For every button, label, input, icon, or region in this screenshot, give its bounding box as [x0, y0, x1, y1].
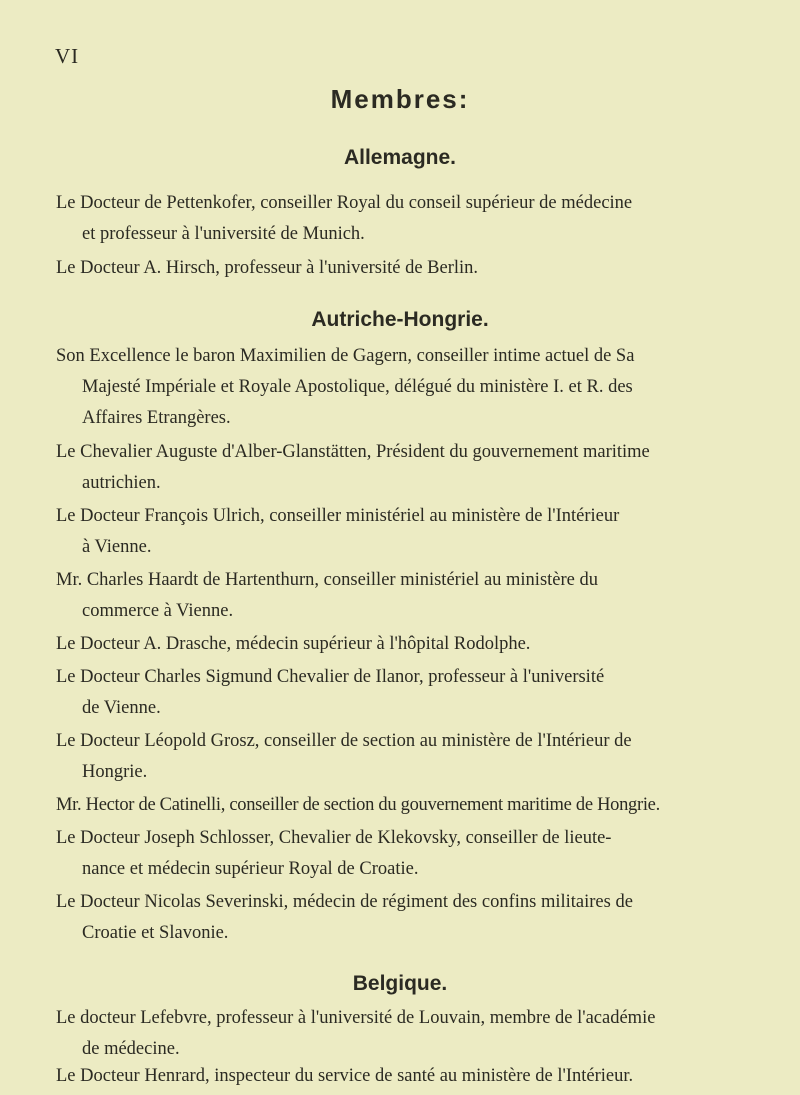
entry-line: Le Chevalier Auguste d'Alber-Glanstätten, Président du gouvernement maritime [56, 442, 650, 462]
entry-line: Le Docteur Nicolas Severinski, médecin de régiment des confins militaires de [56, 892, 633, 912]
entry-line: Le Docteur A. Hirsch, professeur à l'université de Berlin. [56, 258, 479, 278]
entry-line: Son Excellence le baron Maximilien de Gagern, conseiller intime actuel de Sa [56, 346, 635, 366]
section-heading-belgique: Belgique. [352, 972, 448, 995]
member-entry [56, 565, 756, 627]
member-entry [56, 1003, 756, 1065]
member-entry [56, 726, 756, 788]
entry-line: de Vienne. [82, 698, 161, 718]
member-entry [56, 1061, 756, 1092]
member-entry [56, 790, 756, 821]
member-entry [56, 341, 756, 434]
section-heading-autriche-hongrie: Autriche-Hongrie. [311, 308, 489, 331]
entry-line: Croatie et Slavonie. [82, 923, 229, 943]
entry-line: Le Docteur Léopold Grosz, conseiller de section au ministère de l'Intérieur de [56, 731, 632, 751]
entry-line: de médecine. [82, 1039, 180, 1059]
entry-line: Le Docteur de Pettenkofer, conseiller Royal du conseil supérieur de médecine [56, 193, 633, 213]
entry-line: Le Docteur François Ulrich, conseiller ministériel au ministère de l'Intérieur [56, 506, 620, 526]
entry-line: Mr. Hector de Catinelli, conseiller de section du gouvernement maritime de Hongrie. [56, 795, 660, 815]
entry-line: autrichien. [82, 473, 161, 493]
entry-line: Le Docteur Henrard, inspecteur du service de santé au ministère de l'Intérieur. [56, 1066, 634, 1086]
section-heading-allemagne: Allemagne. [343, 146, 457, 169]
member-entry [56, 629, 756, 660]
entry-line: Hongrie. [82, 762, 148, 782]
entry-line: Mr. Charles Haardt de Hartenthurn, conseiller ministériel au ministère du [56, 570, 598, 590]
entry-line: et professeur à l'université de Munich. [82, 224, 365, 244]
member-entry [56, 501, 756, 563]
entry-line: Le Docteur Joseph Schlosser, Chevalier de Klekovsky, conseiller de lieute- [56, 828, 612, 848]
entry-line: Majesté Impériale et Royale Apostolique, délégué du ministère I. et R. des [82, 377, 633, 397]
entry-line: nance et médecin supérieur Royal de Croatie. [82, 859, 419, 879]
page-number: VI [55, 44, 80, 68]
entry-line: à Vienne. [82, 537, 152, 557]
entry-line: Le docteur Lefebvre, professeur à l'université de Louvain, membre de l'académie [56, 1008, 656, 1028]
member-entry [56, 823, 756, 885]
entry-line: Le Docteur Charles Sigmund Chevalier de Ilanor, professeur à l'université [56, 667, 605, 687]
page-title: Membres: [330, 84, 470, 114]
member-entry [56, 662, 756, 724]
entry-line: commerce à Vienne. [82, 601, 234, 621]
member-entry [56, 188, 756, 250]
entry-line: Le Docteur A. Drasche, médecin supérieur à l'hôpital Rodolphe. [56, 634, 531, 654]
entry-line: Affaires Etrangères. [82, 408, 231, 428]
member-entry [56, 437, 756, 499]
member-entry [56, 887, 756, 949]
member-entry [56, 253, 756, 284]
